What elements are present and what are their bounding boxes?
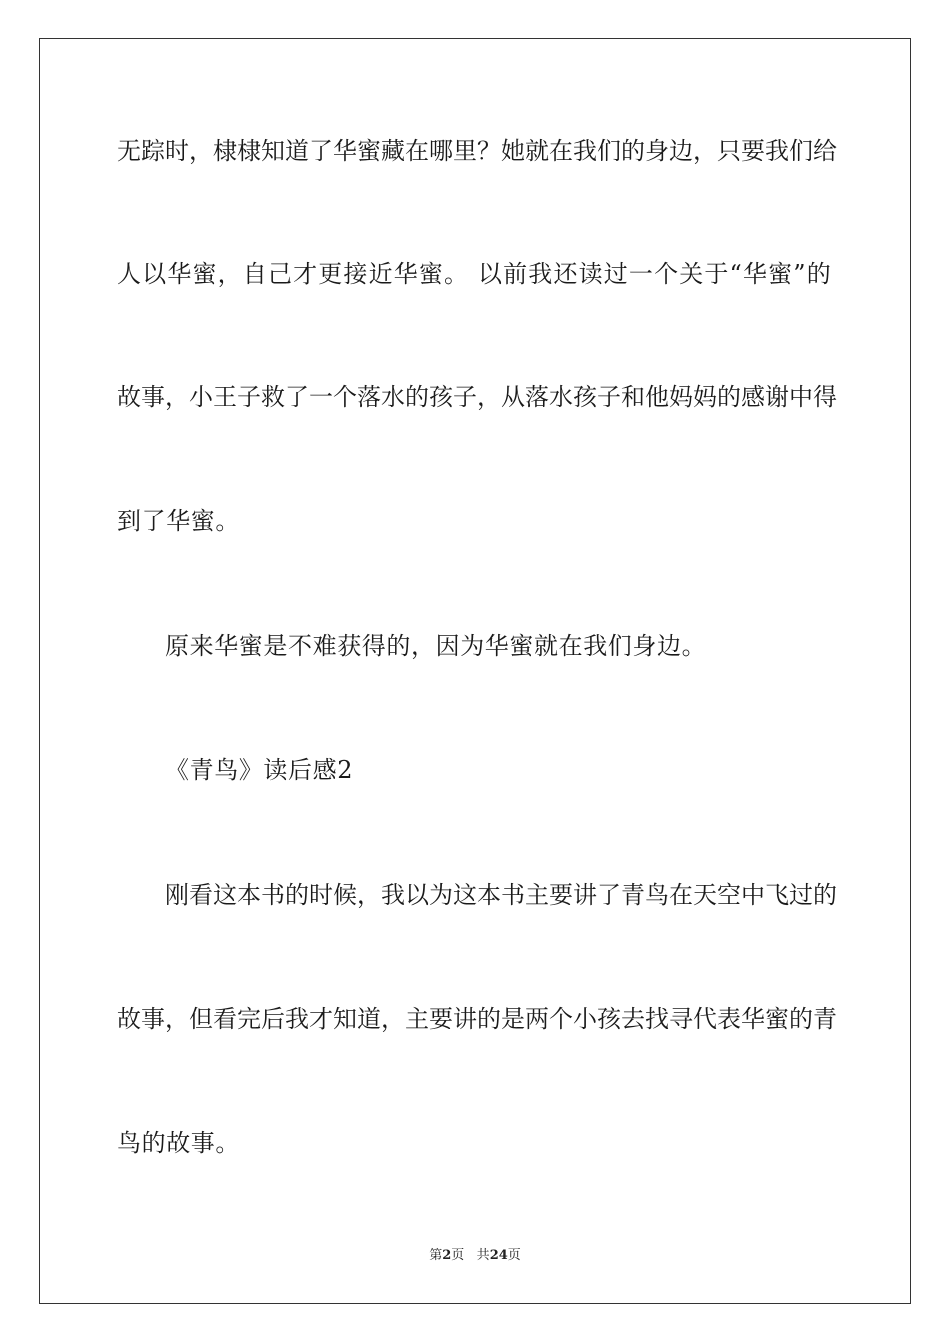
total-pages: 24 [489, 1248, 508, 1263]
page-footer [0, 1247, 950, 1265]
total-prefix: 共 [476, 1248, 490, 1263]
total-suffix: 页 [507, 1248, 521, 1263]
page-border [39, 38, 911, 1304]
body-line-1: 无 踪 时 ， 棣 棣 知 道 了 华 蜜 藏 在 哪 里 ？ 她 就 在 我 们 的 身 边 ， 只 要 我 们 给 [117, 137, 837, 165]
body-line-8: 故 事 ， 但 看 完 后 我 才 知 道 ， 主 要 讲 的 是 两 个 小 孩 去 找 寻 代 表 华 蜜 的 青 [117, 1005, 837, 1033]
page-number: 2 [442, 1248, 452, 1263]
body-line-7: 刚 看 这 本 书 的 时 候 ， 我 以 为 这 本 书 主 要 讲 了 青 鸟 在 天 空 中 飞 过 的 [165, 881, 837, 909]
body-line-4: 到了华蜜。 [117, 507, 240, 535]
body-line-3: 故 事 ， 小 王 子 救 了 一 个 落 水 的 孩 子 ， 从 落 水 孩 子 和 他 妈 妈 的 感 谢 中 得 [117, 383, 837, 411]
section-heading: 《青鸟》读后感2 [165, 756, 354, 784]
paragraph-2: 原来华蜜是不难获得的，因为华蜜就在我们身边。 [165, 632, 707, 660]
body-line-2: 人 以 华 蜜 ， 自 己 才 更 接 近 华 蜜 。 以 前 我 还 读 过 一 个 关 于 “ 华 蜜 ” 的 [117, 260, 831, 288]
page-suffix: 页 [451, 1248, 465, 1263]
body-line-9: 鸟的故事。 [117, 1129, 240, 1157]
page-prefix: 第 [429, 1248, 443, 1263]
